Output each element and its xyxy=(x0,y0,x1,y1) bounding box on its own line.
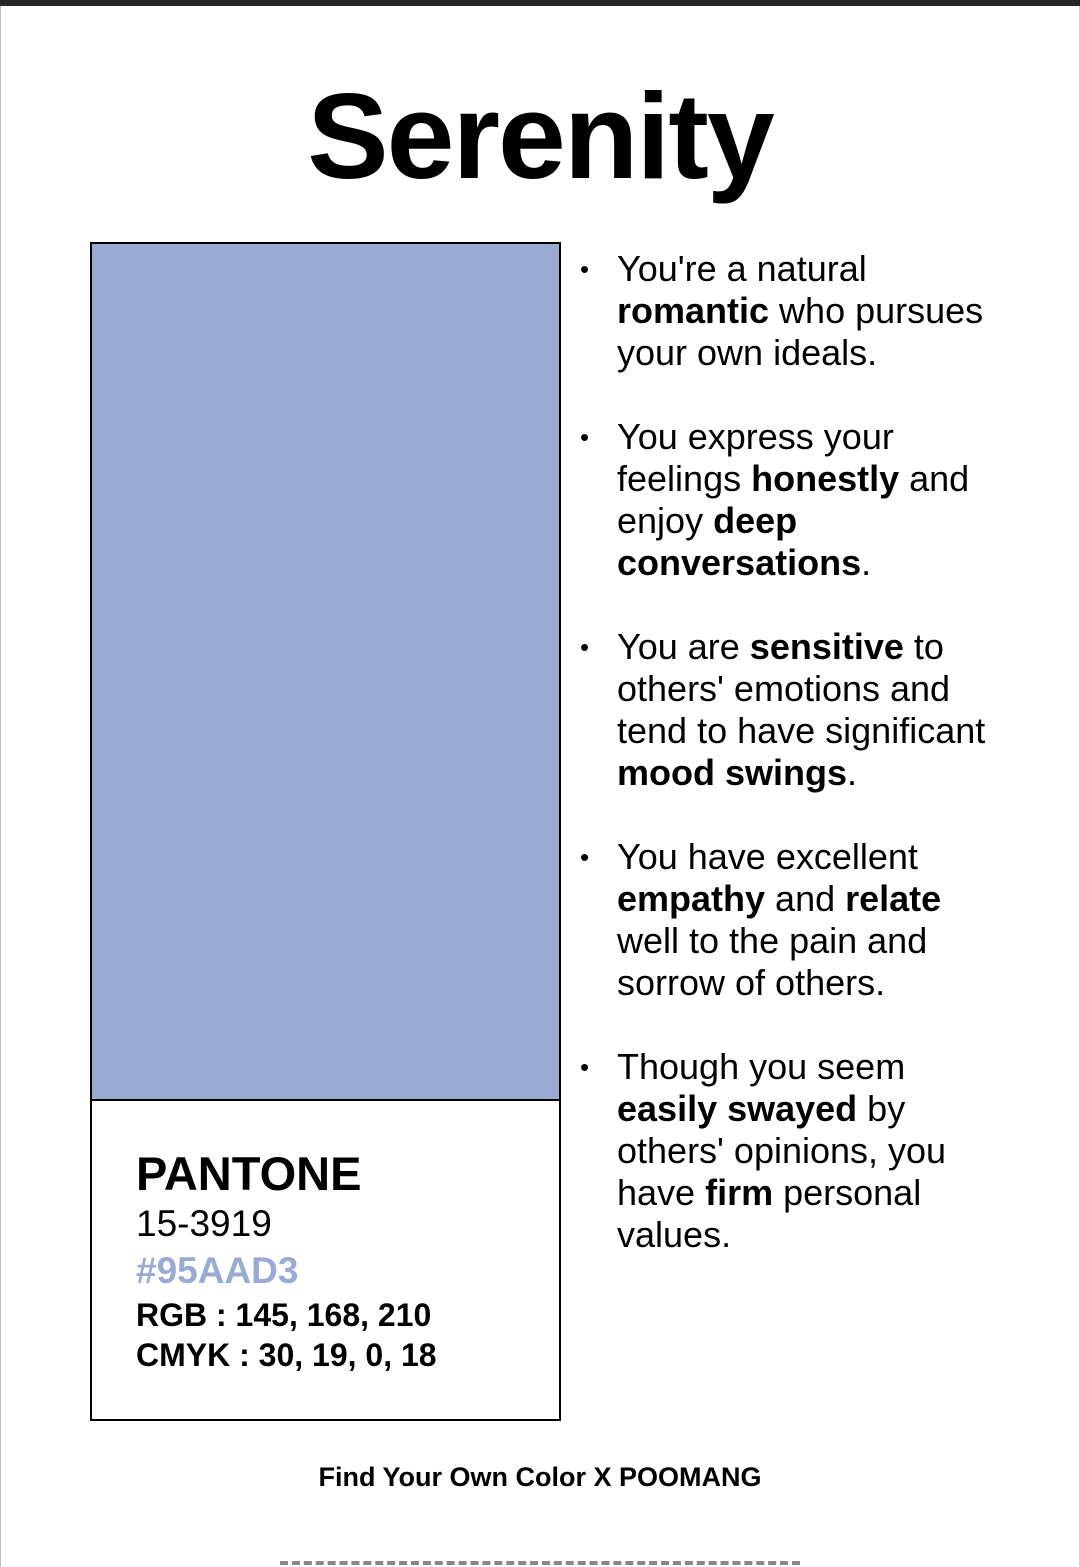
trait-text: You are xyxy=(617,626,750,667)
trait-keyword: relate xyxy=(845,878,942,919)
page-edge xyxy=(0,6,1,1567)
trait-item xyxy=(580,626,987,794)
pantone-label: PANTONE xyxy=(136,1147,362,1200)
trait-keyword: honestly xyxy=(751,458,900,499)
hex-value: #95AAD3 xyxy=(136,1250,299,1291)
trait-item xyxy=(580,416,987,584)
trait-keyword: sensitive xyxy=(749,626,904,667)
trait-item xyxy=(580,836,987,1004)
trait-text: . xyxy=(861,542,872,583)
trait-text: You're a natural xyxy=(617,248,867,289)
footer-credit: Find Your Own Color X POOMANG xyxy=(318,1462,762,1492)
status-bar xyxy=(0,0,1080,6)
trait-text: Though you seem xyxy=(617,1046,906,1087)
trait-text: well to the pain and sorrow of others. xyxy=(617,920,928,1003)
color-card xyxy=(90,242,561,1421)
trait-item xyxy=(580,248,987,374)
trait-text: personal values. xyxy=(617,1172,922,1255)
trait-keyword: firm xyxy=(705,1172,774,1213)
trait-text: . xyxy=(847,752,858,793)
trait-text: You express your feelings xyxy=(617,416,894,499)
trait-keyword: empathy xyxy=(617,878,766,919)
color-info xyxy=(136,1147,437,1375)
page-title: Serenity xyxy=(307,68,773,204)
trait-text: by others' opinions, you have xyxy=(617,1088,947,1213)
trait-keyword: mood swings xyxy=(617,752,848,793)
trait-text: who pursues your own ideals. xyxy=(617,290,984,373)
trait-text: to others' emotions and tend to have significant xyxy=(617,626,986,751)
trait-keyword: romantic xyxy=(617,290,770,331)
trait-text: and xyxy=(765,878,846,919)
dashed-divider xyxy=(280,1561,800,1565)
trait-list xyxy=(580,248,1000,1298)
trait-keyword: deep conversations xyxy=(617,500,862,583)
trait-keyword: easily swayed xyxy=(617,1088,858,1129)
color-swatch xyxy=(92,244,559,1101)
trait-item xyxy=(580,1046,987,1256)
trait-text: You have excellent xyxy=(617,836,918,877)
pantone-code: 15-3919 xyxy=(136,1203,272,1244)
trait-text: and enjoy xyxy=(617,458,970,541)
cmyk-value: CMYK : 30, 19, 0, 18 xyxy=(136,1337,437,1373)
rgb-value: RGB : 145, 168, 210 xyxy=(136,1297,432,1333)
